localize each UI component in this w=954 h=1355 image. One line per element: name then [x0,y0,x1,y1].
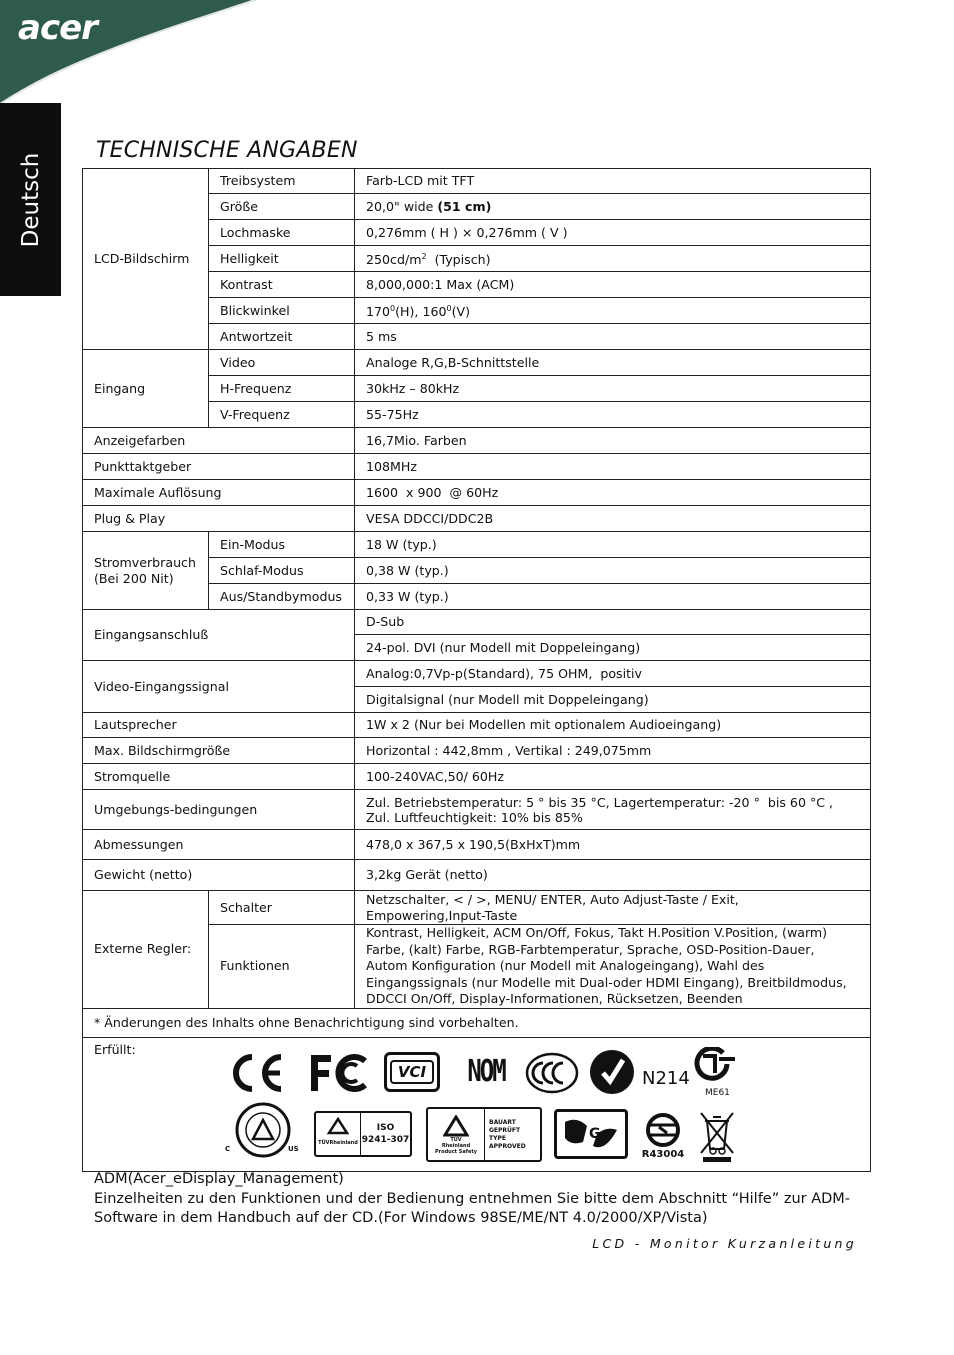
spec-value: 100-240VAC,50/ 60Hz [355,764,871,790]
language-label: Deutsch [17,152,44,247]
spec-value: 108MHz [355,454,871,480]
table-row [83,1008,871,1037]
spec-value: Zul. Betriebstemperatur: 5 ° bis 35 °C, Lagertemperatur: -20 ° bis 60 °C , Zul. Luftfeuchtigkeit: 10% bis 85% [355,790,871,830]
spec-value: Digitalsignal (nur Modell mit Doppeleingang) [355,687,871,713]
language-tab [0,103,61,296]
brightness-sup: 2 [421,251,427,261]
tuv-small-label: TÜVRheinland [318,1140,358,1147]
spec-value: Farb-LCD mit TFT [355,169,871,194]
spec-key: Anzeigefarben [83,428,355,454]
bsmi-symbol-icon [645,1113,681,1147]
compliance-label: Erfüllt: [94,1042,136,1058]
spec-key: Punkttaktgeber [83,454,355,480]
table-row [83,790,871,830]
table-row [83,610,871,635]
nom-logo-icon: NOM [467,1053,505,1089]
spec-key: Lochmaske [209,220,355,246]
spec-key: Blickwinkel [209,298,355,324]
adm-title: ADM(Acer_eDisplay_Management) [94,1171,344,1187]
weee-bin-icon [695,1109,739,1163]
n214-label: N214 [642,1068,690,1090]
table-row [83,454,871,480]
page-footer-label: LCD - Monitor Kurzanleitung [592,1236,857,1251]
group-label-lcd: LCD-Bildschirm [83,169,209,350]
spec-value: Analoge R,G,B-Schnittstelle [355,350,871,376]
spec-value [355,298,871,324]
spec-key: Treibsystem [209,169,355,194]
angle-v: (V) [451,304,471,320]
spec-key: Lautsprecher [83,713,355,738]
spec-value: Netzschalter, < / >, MENU/ ENTER, Auto Adjust-Taste / Exit, Empowering,Input-Taste [355,891,871,925]
spec-value: 55-75Hz [355,402,871,428]
table-row [83,532,871,558]
spec-value: 0,38 W (typ.) [355,558,871,584]
tuv-bauart-icon [426,1107,542,1162]
spec-value: VESA DDCCI/DDC2B [355,506,871,532]
vcci-text: VCI [390,1060,434,1084]
spec-value: 1600 x 900 @ 60Hz [355,480,871,506]
iso-number: 9241-307 [361,1135,410,1146]
ccc-logo-icon [525,1051,579,1095]
spec-value: 3,2kg Gerät (netto) [355,860,871,891]
spec-value: 0,276mm ( H ) × 0,276mm ( V ) [355,220,871,246]
spec-key: Stromquelle [83,764,355,790]
spec-value: Horizontal : 442,8mm , Vertikal : 249,075mm [355,738,871,764]
spec-key: Funktionen [209,925,355,1009]
angle-sup2: 0 [446,303,452,313]
spec-value: 30kHz – 80kHz [355,376,871,402]
fcc-logo-icon [307,1051,369,1095]
tuv-ps-triangle-icon [443,1115,469,1137]
spec-key: V-Frequenz [209,402,355,428]
table-row [83,738,871,764]
spec-value: D-Sub [355,610,871,635]
g-letter: G [589,1126,601,1143]
spec-key: H-Frequenz [209,376,355,402]
c-tick-icon [589,1049,635,1095]
tuv-north-america-icon [223,1101,303,1159]
bauart-2: GEPRÜFT [489,1126,521,1134]
acer-logo: acer [18,8,97,48]
iso-label: ISO [376,1123,395,1134]
spec-value: 1W x 2 (Nur bei Modellen mit optionalem Audioeingang) [355,713,871,738]
table-row [83,830,871,860]
size-inches: 20,0" wide [366,198,438,214]
g-mark-icon [554,1109,628,1159]
spec-key: Ein-Modus [209,532,355,558]
spec-value: 8,000,000:1 Max (ACM) [355,272,871,298]
angle-sup: 0 [390,303,396,313]
spec-key: Maximale Auflösung [83,480,355,506]
tuv-us-label: US [288,1145,299,1154]
bsmi-icon [639,1111,687,1165]
group-label-regler: Externe Regler: [83,891,209,1009]
adm-description: Einzelheiten zu den Funktionen und der Bedienung entnehmen Sie bitte dem Abschnitt “Hilfe” zur ADM-Software in dem Handbuch auf der CD.(For Windows 98SE/ME/NT 4.0/2000/XP/Vista) [94,1190,851,1226]
change-note: * Änderungen des Inhalts ohne Benachrichtigung sind vorbehalten. [83,1008,871,1037]
size-cm: (51 cm) [437,198,492,214]
table-row [83,480,871,506]
spec-key: Helligkeit [209,246,355,272]
table-row [83,860,871,891]
spec-key: Kontrast [209,272,355,298]
brightness-value: 250cd/m [366,252,422,268]
spec-value: Kontrast, Helligkeit, ACM On/Off, Fokus, Takt H.Position V.Position, (warm) Farbe, (kalt) Farbe, RGB-Farbtemperatur, Sprache, OSD-Position-Dauer, Autom Konfiguration (nur Modell mit Analogeingang), Wahl des Eingangssignals (nur Modelle mit Dual-oder HDMI Eingang), Breitbildmodus, DDCCI On/Off, Display-Informationen, Rücksetzen, Beenden [355,925,871,1009]
spec-table [82,168,871,1172]
spec-value [355,194,871,220]
spec-key: Plug & Play [83,506,355,532]
bauart-3: TYPE [489,1134,506,1142]
cert-area [83,1039,870,1169]
spec-key: Größe [209,194,355,220]
angle-h: 170 [366,304,391,320]
table-row [83,428,871,454]
spec-key: Abmessungen [83,830,355,860]
group-label-videosignal: Video-Eingangssignal [83,661,355,713]
spec-value: 478,0 x 367,5 x 190,5(BxHxT)mm [355,830,871,860]
table-row [83,713,871,738]
bsmi-number: R43004 [641,1149,685,1161]
page-title: TECHNISCHE ANGABEN [96,138,358,163]
tuv-iso-icon [314,1111,412,1157]
bauart-1: BAUART [489,1118,516,1126]
tuv-ps-label-1: TÜV [450,1136,462,1143]
angle-mid: (H), 160 [395,304,447,320]
group-label-eingang: Eingang [83,350,209,428]
spec-key: Antwortzeit [209,324,355,350]
spec-value: 24-pol. DVI (nur Modell mit Doppeleingang) [355,635,871,661]
table-row [83,1037,871,1171]
spec-key: Gewicht (netto) [83,860,355,891]
tuv-c-label: C [225,1145,231,1154]
brightness-suffix: (Typisch) [426,252,491,268]
spec-value: 16,7Mio. Farben [355,428,871,454]
table-row [83,350,871,376]
group-label-strom: Stromverbrauch (Bei 200 Nit) [83,532,209,610]
me61-label: ME61 [705,1088,730,1099]
tuv-triangle-icon [327,1117,349,1135]
table-row [83,764,871,790]
spec-value: 0,33 W (typ.) [355,584,871,610]
bauart-4: APPROVED [489,1142,526,1150]
table-row [83,661,871,687]
ce-mark-icon [228,1051,286,1095]
table-row [83,169,871,194]
spec-key: Schlaf-Modus [209,558,355,584]
spec-key: Schalter [209,891,355,925]
cert-cell [83,1037,871,1171]
spec-value: 5 ms [355,324,871,350]
gost-pct-icon [693,1047,739,1081]
spec-value: Analog:0,7Vp-p(Standard), 75 OHM, positiv [355,661,871,687]
spec-value: 18 W (typ.) [355,532,871,558]
table-row [83,891,871,925]
table-row [83,506,871,532]
spec-key: Max. Bildschirmgröße [83,738,355,764]
spec-key: Video [209,350,355,376]
tuv-ps-label-3: Product Safety [435,1148,477,1155]
vcci-logo-icon [384,1052,440,1092]
group-label-anschluss: Eingangsanschluß [83,610,355,661]
spec-key: Aus/Standbymodus [209,584,355,610]
tuv-ps-label-2: Rheinland [441,1142,471,1149]
spec-key: Umgebungs-bedingungen [83,790,355,830]
adm-footnote [94,1170,854,1229]
spec-value [355,246,871,272]
